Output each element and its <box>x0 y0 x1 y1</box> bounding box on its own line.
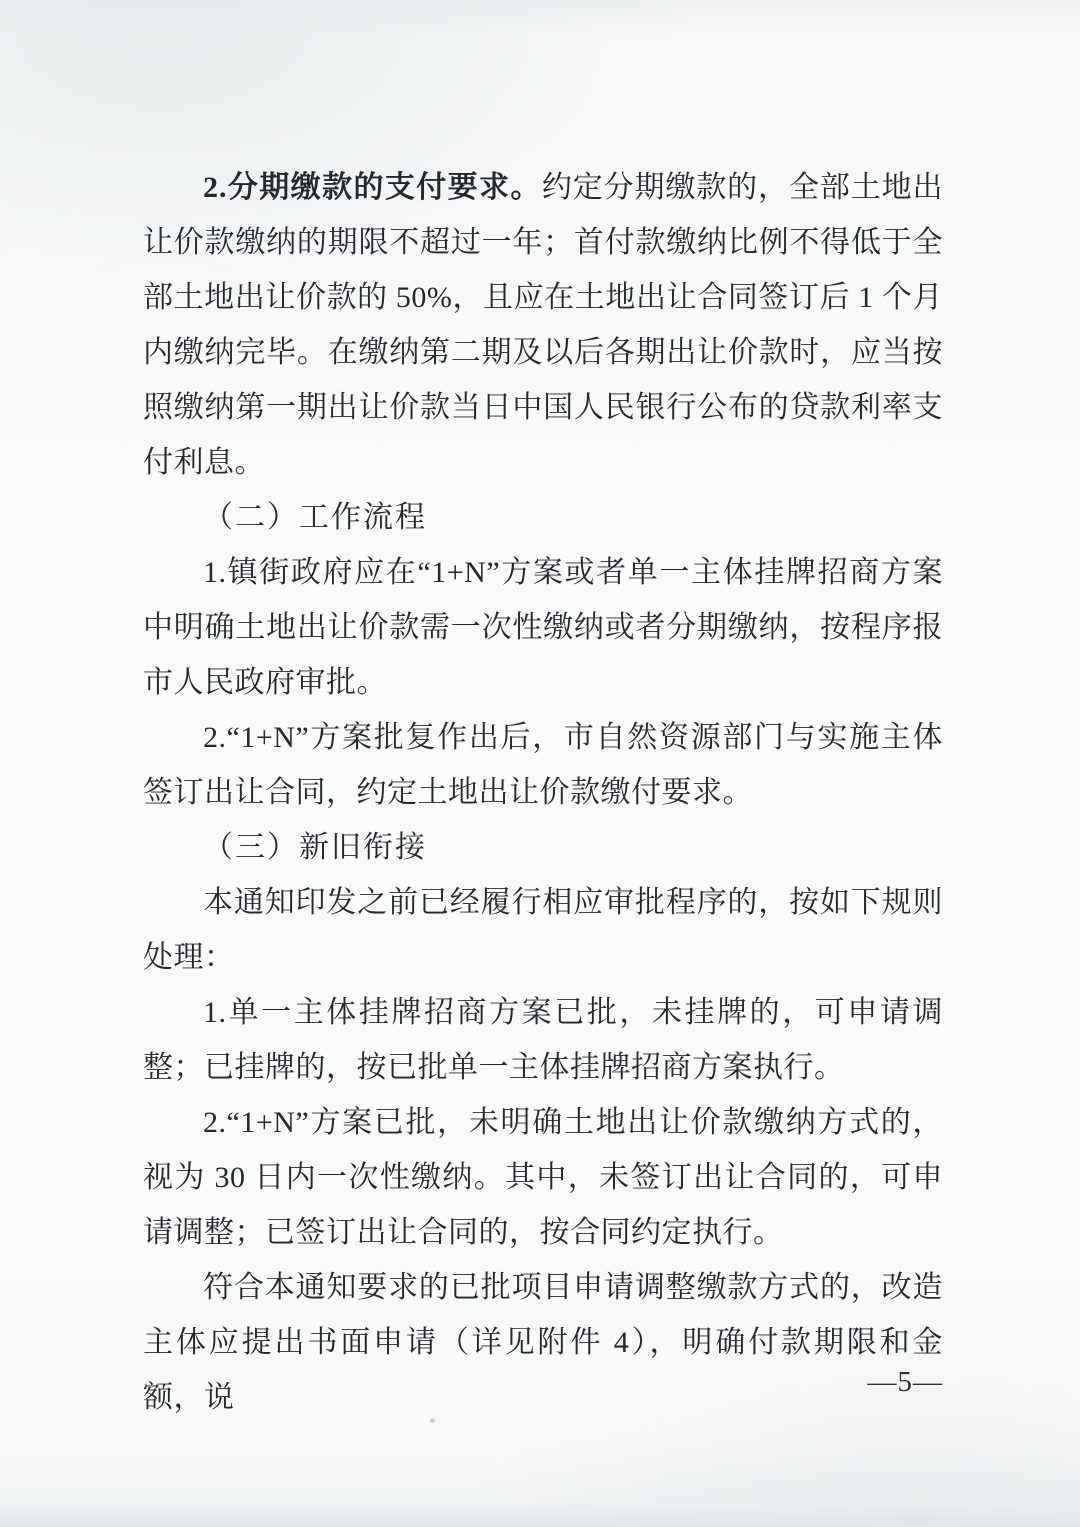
paragraph-bold-lead: 2.分期缴款的支付要求。 <box>203 171 542 204</box>
paragraph: 1.单一主体挂牌招商方案已批，未挂牌的，可申请调整；已挂牌的，按已批单一主体挂牌招商方案执行。 <box>143 996 943 1084</box>
page-number: —5— <box>867 1366 943 1398</box>
document-body <box>143 160 943 1425</box>
paragraph: 符合本通知要求的已批项目申请调整缴款方式的，改造主体应提出书面申请（详见附件 4），明确付款期限和金额，说 <box>143 1271 943 1414</box>
section-heading: （三）新旧衔接 <box>203 831 427 864</box>
paragraph: 1.镇街政府应在“1+N”方案或者单一主体挂牌招商方案中明确土地出让价款需一次性缴纳或者分期缴纳，按程序报市人民政府审批。 <box>143 556 943 699</box>
scan-artifact-dot <box>430 1418 435 1423</box>
section-heading: （二）工作流程 <box>203 501 427 534</box>
paragraph: 2.“1+N”方案已批，未明确土地出让价款缴纳方式的，视为 30 日内一次性缴纳。其中，未签订出让合同的，可申请调整；已签订出让合同的，按合同约定执行。 <box>143 1106 943 1249</box>
paragraph: 2.分期缴款的支付要求。约定分期缴款的，全部土地出让价款缴纳的期限不超过一年；首付款缴纳比例不得低于全部土地出让价款的 50%，且应在土地出让合同签订后 1 个月内缴纳完毕。在缴纳第二期及以后各期出让价款时，应当按照缴纳第一期出让价款当日中国人民银行公布的贷款利率支付利息。 <box>143 171 944 479</box>
paragraph: 2.“1+N”方案批复作出后，市自然资源部门与实施主体签订出让合同，约定土地出让价款缴付要求。 <box>143 721 943 809</box>
paragraph: 本通知印发之前已经履行相应审批程序的，按如下规则处理： <box>143 886 943 974</box>
